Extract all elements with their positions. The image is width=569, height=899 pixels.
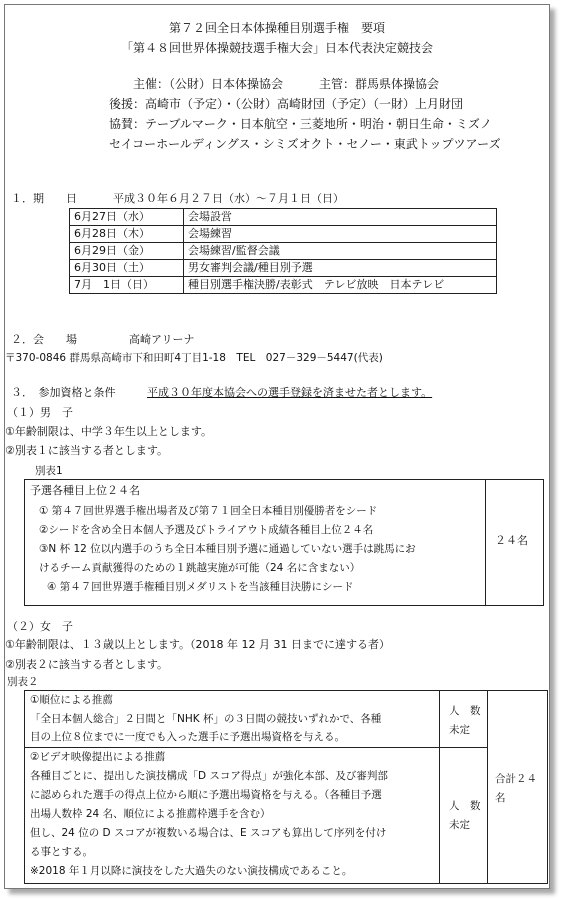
schedule-event: 男女審判会議/種目別予選 xyxy=(184,260,497,277)
video-line-3: 出場人数枠 24 名、順位による推薦枠選手を含む） xyxy=(30,808,271,820)
men-heading: （１）男 子 xyxy=(7,406,73,419)
video-count-a: 人 数 xyxy=(449,800,481,812)
men-age-line: ①年齢制限は、中学３年生以上とします。 xyxy=(5,425,212,438)
schedule-event: 会場練習/監督会議 xyxy=(184,243,497,260)
schedule-date: 6月28日（木） xyxy=(70,226,184,243)
doc-title: 第７２回全日本体操種目別選手権 要項 xyxy=(168,21,385,35)
men-table-ref: ②別表１に該当する者とします。 xyxy=(5,444,168,457)
men-box-divider xyxy=(485,479,486,605)
video-count-b: 未定 xyxy=(449,819,470,831)
qualification-note: 平成３０年度本協会への選手登録を済ませた者とします。 xyxy=(147,386,433,399)
women-heading: （２）女 子 xyxy=(7,620,73,633)
table-row xyxy=(70,243,497,260)
support-line: 後援：高崎市（予定）・（公財）高崎財団（予定）（一財）上月財団 xyxy=(109,97,464,111)
schedule-date: 6月29日（金） xyxy=(70,243,184,260)
men-item-3: ③N 杯 12 位以内選手のうち全日本種目別予選に通過していない選手は跳馬にお xyxy=(39,543,416,555)
schedule-date: 6月30日（土） xyxy=(70,260,184,277)
rank-line-2: 目の上位８位までに一度でも入った選手に予選出場資格を与える。 xyxy=(30,731,345,743)
men-item-4: ④ 第４７回世界選手権種目別メダリストを当該種目決勝にシード xyxy=(47,581,354,593)
rank-count-b: 未定 xyxy=(449,724,470,736)
rank-count-a: 人 数 xyxy=(449,705,481,717)
women-age-line: ①年齢制限は、１３歳以上とします。（2018 年 12 月 31 日までに達する者） xyxy=(5,638,390,651)
cooperation-line-1: 協賛：テーブルマーク・日本航空・三菱地所・明治・朝日生命・ミズノ xyxy=(109,117,492,131)
women-table-label: 別表２ xyxy=(7,676,39,688)
rank-title: ①順位による推薦 xyxy=(30,694,113,706)
women-box-divider-1 xyxy=(439,690,440,883)
video-line-2: に認められた選手の得点上位から順に予選出場資格を与える。（各種目予選 xyxy=(30,789,382,801)
video-line-1: 各種目ごとに、提出した演技構成「D スコア得点」が強化本部、及び審判部 xyxy=(30,770,388,782)
table-row xyxy=(70,260,497,277)
doc-subtitle: 「第４８回世界体操競技選手権大会」日本代表決定競技会 xyxy=(120,41,433,55)
table-row xyxy=(70,277,497,294)
venue-heading: ２．会 場 xyxy=(11,333,77,346)
schedule-event: 会場練習 xyxy=(184,226,497,243)
organizer-line: 主催：（公財）日本体操協会 主管：群馬県体操協会 xyxy=(133,77,440,91)
period-heading: １．期 日 xyxy=(11,192,77,205)
table-row xyxy=(70,226,497,243)
video-title: ②ビデオ映像提出による推薦 xyxy=(30,751,166,763)
men-table-label: 別表1 xyxy=(35,465,63,477)
women-table-ref: ②別表２に該当する者とします。 xyxy=(5,658,168,671)
qualification-heading: ３． 参加資格と条件 xyxy=(11,386,116,399)
venue-name: 高崎アリーナ xyxy=(129,333,195,346)
cooperation-line-2: セイコーホールディングス・シミズオクト・セノー・東武トップツアーズ xyxy=(109,137,501,151)
period-range: 平成３０年６月２７日（水）～７月１日（日） xyxy=(113,192,344,205)
men-item-3-cont: けるチーム貢献獲得のための１跳越実施が可能（24 名に含まない） xyxy=(39,562,361,574)
schedule-event: 会場設営 xyxy=(184,209,497,226)
document-page xyxy=(4,4,550,889)
schedule-table xyxy=(69,208,497,294)
video-line-6: ※2018 年１月以降に演技をした大過失のない演技構成であること。 xyxy=(30,865,353,877)
schedule-event: 種目別選手権決勝/表彰式 テレビ放映 日本テレビ xyxy=(184,277,497,294)
schedule-date: 7月 1日（日） xyxy=(70,277,184,294)
men-count: ２４名 xyxy=(495,534,528,547)
women-box-divider-2 xyxy=(487,690,488,883)
table-row xyxy=(70,209,497,226)
venue-address: 〒370-0846 群馬県高崎市下和田町4丁目1-18 TEL 027－329－5447(代表) xyxy=(5,352,383,364)
rank-line-1: 「全日本個人総合」２日間と「NHK 杯」の３日間の競技いずれかで、各種 xyxy=(30,713,382,725)
men-item-2: ②シードを含め全日本個人予選及びトライアウト成績各種目上位２４名 xyxy=(39,524,374,536)
men-item-1: ① 第４７回世界選手権出場者及び第７１回全日本種目別優勝者をシード xyxy=(39,505,378,517)
schedule-date: 6月27日（水） xyxy=(70,209,184,226)
women-box-row-divider xyxy=(24,747,488,748)
women-total-a: 合計２４ xyxy=(495,773,537,785)
men-box-title: 予選各種目上位２４名 xyxy=(30,484,140,497)
video-line-4: 但し、24 位の D スコアが複数いる場合は、E スコアも算出して序列を付け xyxy=(30,827,387,839)
video-line-5: る事とする。 xyxy=(30,846,93,858)
women-total-b: 名 xyxy=(495,792,506,804)
